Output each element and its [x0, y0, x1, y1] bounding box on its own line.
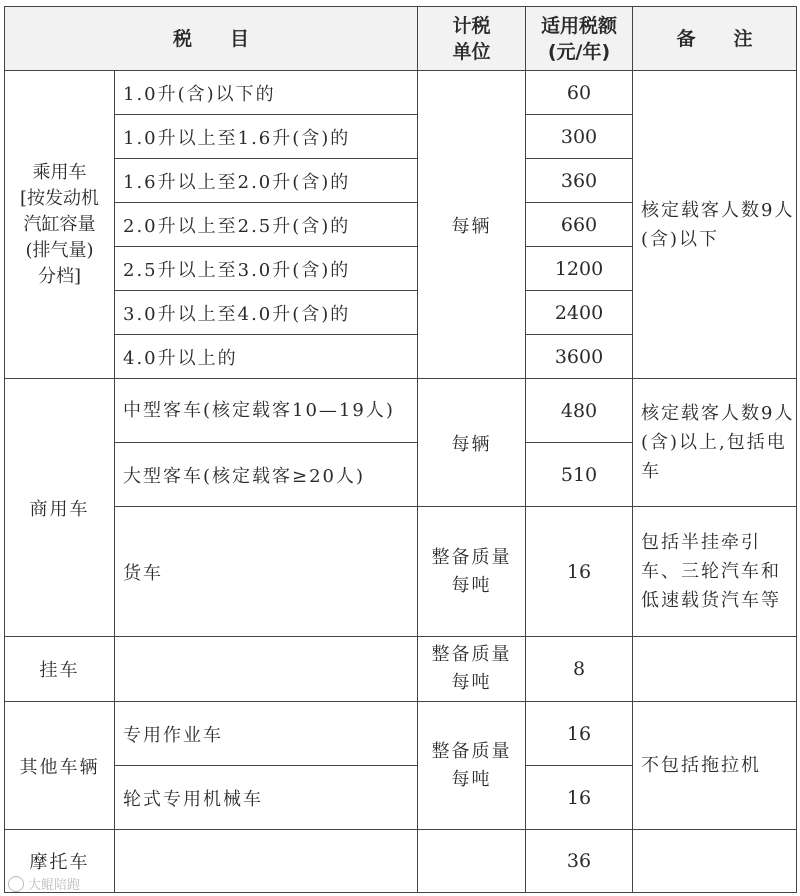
- vehicle-tax-table: [4, 6, 797, 893]
- truck-note: 包括半挂牵引车、三轮汽车和低速载货汽车等: [633, 507, 797, 637]
- table-row: [5, 637, 797, 702]
- truck-rate: 16: [526, 507, 633, 637]
- bus-note: 核定载客人数9人(含)以上,包括电车: [633, 379, 797, 507]
- table-row: [5, 830, 797, 893]
- header-row: [5, 7, 797, 71]
- watermark: [8, 874, 80, 893]
- rate-cell: 510: [526, 443, 633, 507]
- item-cell: 4.0升以上的: [115, 335, 418, 379]
- rate-cell: 60: [526, 71, 633, 115]
- passenger-note: 核定载客人数9人(含)以下: [633, 71, 797, 379]
- item-cell: 专用作业车: [115, 702, 418, 766]
- trailer-item: [115, 637, 418, 702]
- item-cell: 轮式专用机械车: [115, 766, 418, 830]
- truck-unit: 整备质量 每吨: [418, 507, 526, 637]
- item-cell: 1.0升以上至1.6升(含)的: [115, 115, 418, 159]
- table-row: [5, 702, 797, 766]
- trailer-note: [633, 637, 797, 702]
- trailer-rate: 8: [526, 637, 633, 702]
- rate-cell: 1200: [526, 247, 633, 291]
- passenger-category: 乘用车 [按发动机 汽缸容量 (排气量) 分档]: [5, 71, 115, 379]
- watermark-logo-icon: [8, 876, 24, 892]
- watermark-text: 大鲲陪跑: [28, 878, 81, 893]
- table-row: [5, 379, 797, 443]
- table-row: [5, 507, 797, 637]
- other-unit: 整备质量 每吨: [418, 702, 526, 830]
- motorcycle-note: [633, 830, 797, 893]
- item-cell: 中型客车(核定载客10—19人): [115, 379, 418, 443]
- rate-cell: 16: [526, 766, 633, 830]
- motorcycle-item: [115, 830, 418, 893]
- trailer-unit: 整备质量 每吨: [418, 637, 526, 702]
- motorcycle-category: 摩托车: [5, 830, 115, 893]
- other-note: 不包括拖拉机: [633, 702, 797, 830]
- rate-cell: 3600: [526, 335, 633, 379]
- item-cell: 2.0升以上至2.5升(含)的: [115, 203, 418, 247]
- rate-cell: 300: [526, 115, 633, 159]
- rate-cell: 480: [526, 379, 633, 443]
- motorcycle-rate: 36: [526, 830, 633, 893]
- commercial-category: 商用车: [5, 379, 115, 637]
- passenger-unit: 每辆: [418, 71, 526, 379]
- item-cell: 1.0升(含)以下的: [115, 71, 418, 115]
- header-note: 备 注: [633, 7, 797, 71]
- truck-item: 货车: [115, 507, 418, 637]
- rate-cell: 660: [526, 203, 633, 247]
- motorcycle-unit: [418, 830, 526, 893]
- bus-unit: 每辆: [418, 379, 526, 507]
- item-cell: 1.6升以上至2.0升(含)的: [115, 159, 418, 203]
- other-category: 其他车辆: [5, 702, 115, 830]
- table-row: [5, 71, 797, 115]
- rate-cell: 16: [526, 702, 633, 766]
- header-item: 税 目: [5, 7, 418, 71]
- header-unit: 计税 单位: [418, 7, 526, 71]
- item-cell: 2.5升以上至3.0升(含)的: [115, 247, 418, 291]
- item-cell: 大型客车(核定载客≥20人): [115, 443, 418, 507]
- trailer-category: 挂车: [5, 637, 115, 702]
- rate-cell: 2400: [526, 291, 633, 335]
- header-rate: 适用税额 (元/年): [526, 7, 633, 71]
- item-cell: 3.0升以上至4.0升(含)的: [115, 291, 418, 335]
- rate-cell: 360: [526, 159, 633, 203]
